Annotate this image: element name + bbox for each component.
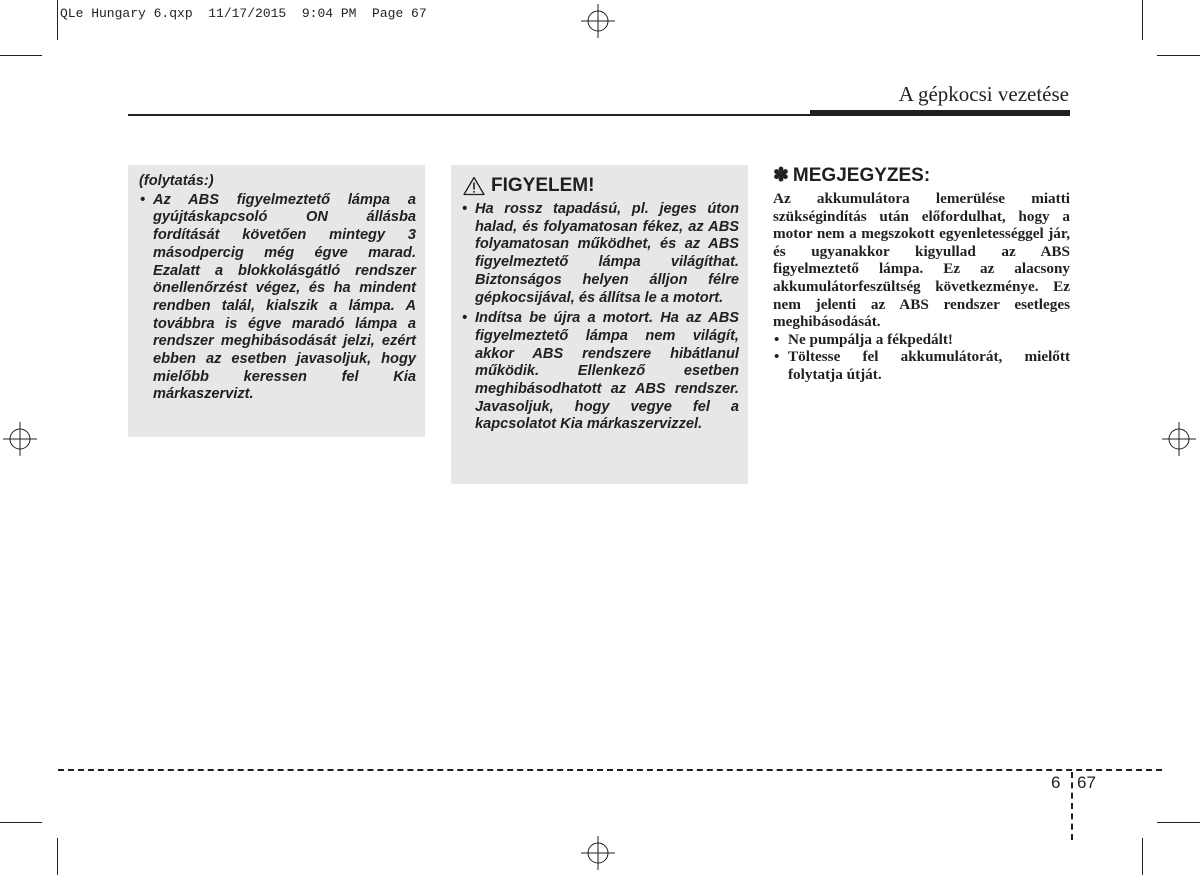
page-number: 67 [1077,773,1096,792]
asterisk-icon: ✽ [773,165,789,186]
crop-mark [1142,838,1143,875]
registration-mark-icon [581,4,615,38]
warning-header [461,175,739,197]
list-item: • Töltesse fel akkumulátorát, mielőtt folytatja útját. [773,348,1070,383]
list-item: • Indítsa be újra a motort. Ha az ABS figyelmeztető lámpa nem világít, akkor ABS rendszere hibátlanul működik. Ellenkező esetben meghibásodhatott az ABS rendszer. Javasoljuk, hogy vegye fel a kapcsolatot Kia márkaszervizzel. [461,310,739,434]
header-rule-bold [810,110,1070,116]
registration-mark-icon [581,836,615,870]
footer-rule [58,769,1162,771]
note-title: MEGJEGYZES: [792,165,931,186]
crop-mark [57,0,58,40]
note-list [773,331,1070,384]
list-item: • Az ABS figyelmeztető lámpa a gyújtáskapcsoló ON állásba fordítását követően mintegy 3 másodpercig még égve marad. Ezalatt a blokkolásgátló rendszer önellenőrzést végez, és ha mindent rendben talál, kialszik a lámpa. A továbbra is égve maradó lámpa a rendszer meghibásodását jelzi, ezért ebben az esetben javasoljuk, hogy mielőbb keressen fel Kia márkaszervizt. [139,192,416,404]
section-title: A gépkocsi vezetése [898,82,1069,106]
crop-mark [1157,55,1200,56]
note-section [773,165,1070,384]
crop-mark [0,55,42,56]
registration-mark-icon [3,422,37,456]
warning-list [461,201,739,434]
crop-mark [57,838,58,875]
note-header [773,165,1070,187]
crop-mark [0,822,42,823]
print-slug: QLe Hungary 6.qxp 11/17/2015 9:04 PM Page 67 [60,6,427,21]
footer-divider [1071,772,1073,840]
warning-triangle-icon [463,176,485,196]
list-item: • Ne pumpálja a fékpedált! [773,331,1070,349]
warning-title: FIGYELEM! [491,175,595,196]
header-rule [128,114,810,116]
warning-box [451,165,748,484]
continued-info-box [128,165,425,437]
note-text: Az akkumulátora lemerülése miatti szükségindítás után előfordulhat, hogy a motor nem a megszokott egyenletességgel jár, és ugyanakkor kigyullad az ABS figyelmeztető lámpa. Ez az alacsony akkumulátorfeszültség következménye. Ez nem jelenti az ABS rendszer esetleges meghibásodását. [773,190,1070,331]
chapter-number: 6 [1051,773,1061,792]
continued-list [139,192,416,404]
crop-mark [1142,0,1143,40]
list-item: • Ha rossz tapadású, pl. jeges úton halad, és folyamatosan fékez, az ABS folyamatosan működhet, és az ABS figyelmeztető lámpa világíthat. Biztonságos helyen álljon félre gépkocsijával, és állítsa le a motort. [461,201,739,307]
continued-label: (folytatás:) [139,173,214,189]
registration-mark-icon [1162,422,1196,456]
crop-mark [1157,822,1200,823]
